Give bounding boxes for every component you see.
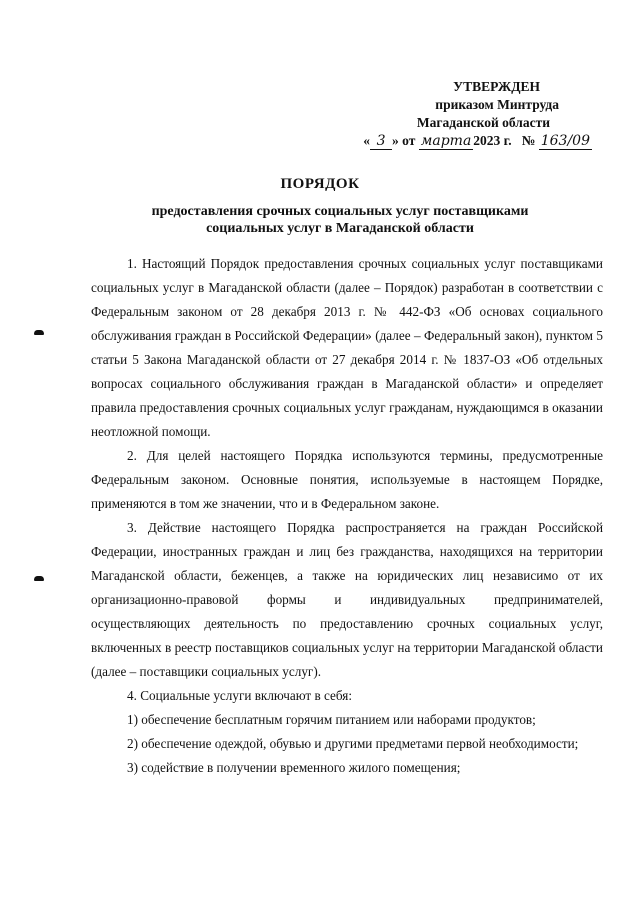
paragraph-1: 1. Настоящий Порядок предоставления срочных социальных услуг поставщиками социальных услуг в Магаданской области (далее – Порядок) разработан в соответствии с Федеральным законом от 28 декабря 2013 г. № 442-ФЗ «Об основах социального обслуживания граждан в Российской Федерации» (далее – Федеральный закон), пунктом 5 статьи 5 Закона Магаданской области от 27 декабря 2014 г. № 1837-ОЗ «Об отдельных вопросах социального обслуживания граждан в Магаданской области» и определяет правила предоставления срочных социальных услуг гражданам, нуждающимся в оказании неотложной помощи. bbox=[91, 256, 603, 439]
approval-order: приказом Минтруда bbox=[435, 97, 559, 112]
date-mid-text: » от bbox=[392, 133, 416, 148]
punch-hole-mark-top bbox=[34, 330, 44, 335]
handwritten-day: 3 bbox=[370, 134, 392, 150]
approval-heading: УТВЕРЖДЕН bbox=[453, 79, 540, 94]
document-title: ПОРЯДОК bbox=[280, 176, 360, 192]
list-item-1: 1) обеспечение бесплатным горячим питанием или наборами продуктов; bbox=[127, 712, 536, 727]
date-year: 2023 г. bbox=[473, 133, 512, 148]
punch-hole-mark-bottom bbox=[34, 576, 44, 581]
paragraph-4: 4. Социальные услуги включают в себя: bbox=[127, 688, 352, 703]
approval-date-line bbox=[352, 132, 592, 150]
date-open-quote: « bbox=[363, 133, 371, 148]
handwritten-number: 163/09 bbox=[540, 133, 590, 149]
list-item-2: 2) обеспечение одеждой, обувью и другими предметами первой необходимости; bbox=[127, 736, 579, 751]
list-item-3: 3) содействие в получении временного жилого помещения; bbox=[127, 760, 461, 775]
approval-region: Магаданской области bbox=[416, 115, 550, 130]
paragraph-3: 3. Действие настоящего Порядка распространяется на граждан Российской Федерации, иностранных граждан и лиц без гражданства, находящихся на территории Магаданской области, беженцев, а также на юридических лиц независимо от их организационно-правовой формы и индивидуальных предпринимателей, осуществляющих деятельность по предоставлению срочных социальных услуг, включенных в реестр поставщиков социальных услуг на территории Магаданской области (далее – поставщики социальных услуг). bbox=[91, 520, 603, 679]
paragraph-2: 2. Для целей настоящего Порядка используются термины, предусмотренные Федеральным законом. Основные понятия, используемые в настоящем Порядке, применяются в том же значении, что и в Федеральном законе. bbox=[91, 448, 603, 511]
document-subtitle: предоставления срочных социальных услуг поставщиками социальных услуг в Магаданской области bbox=[151, 204, 529, 236]
number-label: № bbox=[521, 133, 536, 148]
handwritten-month: марта bbox=[420, 133, 472, 149]
approval-stamp bbox=[352, 78, 592, 150]
document-body bbox=[91, 252, 603, 780]
